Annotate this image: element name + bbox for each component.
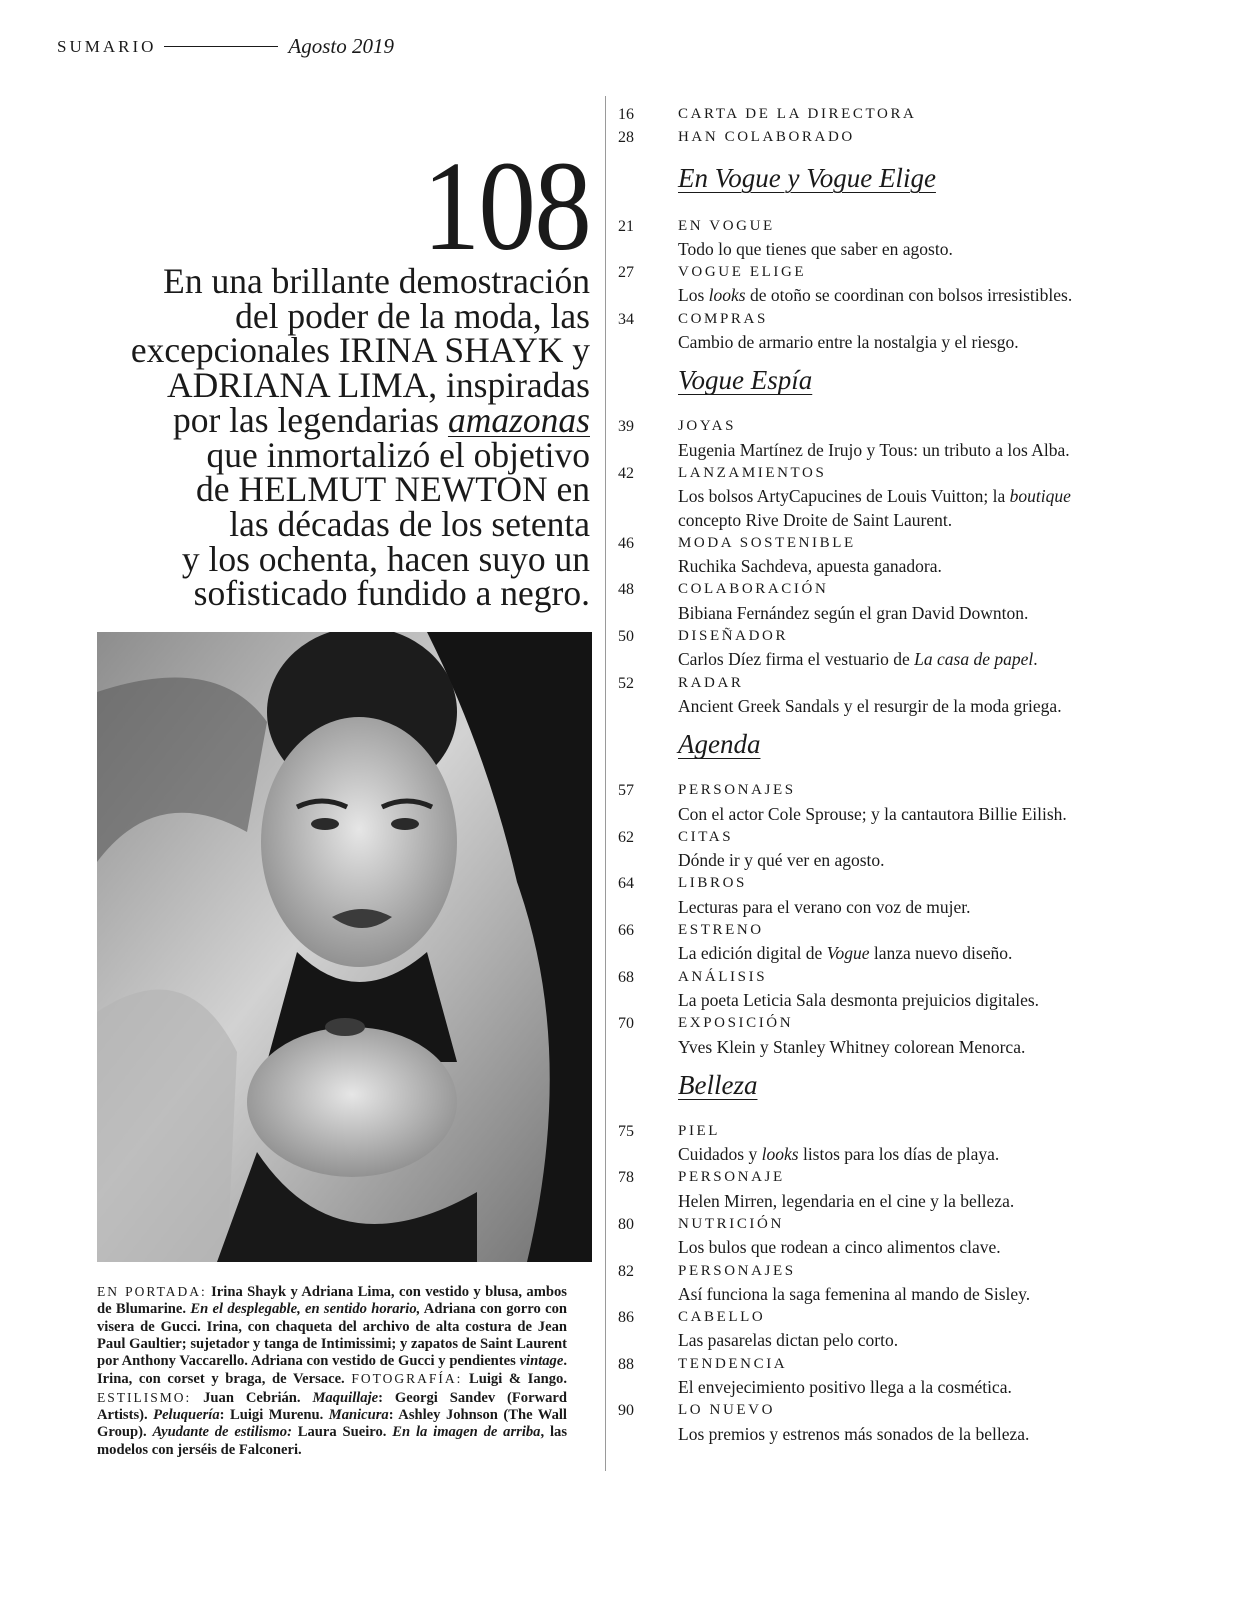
toc-entry[interactable] [618, 1166, 1158, 1213]
toc-page: 66 [618, 922, 634, 940]
caption-text: Laura Sueiro. [291, 1424, 393, 1441]
toc-entry[interactable] [618, 919, 1158, 966]
headline-line: las décadas de los setenta [229, 503, 590, 544]
caption-text: : Georgi Sandev (Forward Artists). [97, 1389, 567, 1424]
toc-entry[interactable] [618, 1260, 1158, 1307]
toc-entry[interactable] [618, 126, 1158, 149]
cover-caption [97, 1283, 567, 1459]
toc-title: DISEÑADOR [678, 628, 789, 645]
toc-page: 27 [618, 264, 634, 282]
feature-page-number[interactable]: 108 [422, 135, 590, 277]
toc-description: Así funciona la saga femenina al mando de Sisley. [678, 1283, 1031, 1304]
toc-page: 68 [618, 968, 634, 986]
desc-italic: boutique [1009, 486, 1071, 507]
toc-entry[interactable] [618, 826, 1158, 873]
toc-page: 82 [618, 1262, 634, 1280]
header-rule [164, 46, 278, 47]
toc-description [678, 485, 1158, 532]
desc-italic: looks [708, 285, 746, 306]
toc-entry[interactable] [618, 1012, 1158, 1059]
toc-entry[interactable] [618, 1120, 1158, 1167]
toc-page: 64 [618, 875, 634, 893]
desc-part: lanza nuevo diseño. [869, 943, 1013, 964]
desc-part: de otoño se coordinan con bolsos irresistibles. [745, 285, 1073, 306]
toc-entry[interactable] [618, 215, 1158, 262]
toc-entry[interactable] [618, 261, 1158, 308]
toc-page: 21 [618, 217, 634, 235]
toc-description: Eugenia Martínez de Irujo y Tous: un tributo a los Alba. [678, 439, 1070, 460]
toc-page: 34 [618, 310, 634, 328]
desc-part: La edición digital de [678, 943, 827, 964]
headline-line: del poder de la moda, las [235, 295, 590, 336]
caption-italic: vintage [519, 1353, 564, 1370]
caption-text: Juan Cebrián. [191, 1389, 313, 1406]
toc-title: VOGUE ELIGE [678, 264, 807, 281]
desc-part: listos para los días de playa. [798, 1144, 1000, 1165]
toc-entry[interactable] [618, 415, 1158, 462]
toc-page: 70 [618, 1015, 634, 1033]
toc-title: ESTRENO [678, 922, 764, 939]
section-label: SUMARIO [57, 36, 157, 56]
section-heading[interactable]: Belleza [678, 1069, 758, 1100]
toc-page: 48 [618, 581, 634, 599]
headline-line: que inmortalizó el objetivo [206, 434, 590, 475]
desc-part: Los [678, 285, 709, 306]
desc-part: . [1033, 649, 1038, 670]
toc-page: 75 [618, 1122, 634, 1140]
desc-part: Cuidados y [678, 1144, 762, 1165]
toc-page: 86 [618, 1309, 634, 1327]
toc-page: 62 [618, 828, 634, 846]
toc-page: 28 [618, 129, 634, 147]
toc-title: CITAS [678, 828, 734, 845]
desc-italic: Vogue [826, 943, 870, 964]
caption-italic: En el desplegable, en sentido horario, [190, 1301, 421, 1318]
cover-photo [97, 632, 592, 1262]
caption-text: Luigi & Iango. [462, 1371, 567, 1388]
toc-entry[interactable] [618, 1353, 1158, 1400]
headline-line: excepcionales IRINA SHAYK y [130, 330, 590, 371]
caption-text: Irina Shayk y Adriana Lima, con vestido y blusa, ambos de Blumarine. [97, 1284, 567, 1318]
toc-title: PIEL [678, 1122, 721, 1139]
toc-title: MODA SOSTENIBLE [678, 534, 856, 551]
toc-page: 39 [618, 418, 634, 436]
toc-title: PERSONAJES [678, 1262, 796, 1279]
headline-line: sofisticado fundido a negro. [193, 573, 590, 614]
headline-line: por las legendarias [172, 399, 440, 440]
toc-page: 50 [618, 628, 634, 646]
section-heading[interactable]: En Vogue y Vogue Elige [678, 162, 936, 193]
toc-description: Los bulos que rodean a cinco alimentos clave. [678, 1237, 1001, 1258]
page-header [57, 34, 394, 59]
headline-line: y los ochenta, hacen suyo un [181, 538, 590, 579]
desc-italic: La casa de papel [914, 649, 1034, 670]
table-of-contents [618, 103, 1158, 1446]
toc-entry[interactable] [618, 462, 1158, 532]
toc-description [678, 1143, 1158, 1166]
toc-entry[interactable] [618, 1213, 1158, 1260]
section-heading[interactable]: Vogue Espía [678, 365, 813, 396]
caption-italic: Maquillaje [312, 1389, 379, 1406]
toc-description: Ancient Greek Sandals y el resurgir de la moda griega. [678, 695, 1062, 716]
toc-page: 52 [618, 674, 634, 692]
toc-entry[interactable] [618, 308, 1158, 355]
toc-description: Yves Klein y Stanley Whitney colorean Menorca. [678, 1036, 1026, 1057]
toc-entry[interactable] [618, 779, 1158, 826]
toc-description: Dónde ir y qué ver en agosto. [678, 850, 885, 871]
toc-description [678, 648, 1158, 671]
toc-title: PERSONAJES [678, 782, 796, 799]
toc-page: 90 [618, 1402, 634, 1420]
column-divider [605, 96, 606, 1471]
desc-part: concepto Rive Droite de Saint Laurent. [678, 509, 953, 530]
toc-page: 88 [618, 1355, 634, 1373]
caption-italic: Ayudante de estilismo: [152, 1424, 292, 1441]
caption-label: FOTOGRAFÍA: [351, 1371, 463, 1387]
caption-text: : Ashley Johnson (The Wall Group). [97, 1407, 567, 1441]
toc-description: Bibiana Fernández según el gran David Downton. [678, 602, 1029, 623]
toc-page: 78 [618, 1169, 634, 1187]
headline-emphasis: amazonas [447, 399, 590, 440]
headline-line: En una brillante demostración [163, 261, 590, 301]
toc-page: 80 [618, 1215, 634, 1233]
toc-description [678, 284, 1158, 307]
toc-title: PERSONAJE [678, 1169, 785, 1186]
toc-entry[interactable] [618, 1399, 1158, 1446]
toc-entry[interactable] [618, 532, 1158, 579]
toc-title: COMPRAS [678, 310, 768, 327]
toc-entry[interactable] [618, 103, 1158, 126]
toc-title: JOYAS [678, 418, 737, 435]
desc-part: Los bolsos ArtyCapucines de Louis Vuitton; la [678, 486, 1010, 507]
desc-part: Carlos Díez firma el vestuario de [678, 649, 915, 670]
toc-title: TENDENCIA [678, 1355, 788, 1372]
toc-description: Helen Mirren, legendaria en el cine y la belleza. [678, 1190, 1015, 1211]
toc-entry[interactable] [618, 872, 1158, 919]
toc-description: La poeta Leticia Sala desmonta prejuicios digitales. [678, 989, 1040, 1010]
caption-italic: En la imagen de arriba [392, 1424, 541, 1441]
toc-description: Cambio de armario entre la nostalgia y el riesgo. [678, 332, 1019, 353]
toc-description: Los premios y estrenos más sonados de la belleza. [678, 1423, 1030, 1444]
toc-title: ANÁLISIS [678, 968, 768, 985]
toc-entry[interactable] [618, 1306, 1158, 1353]
toc-entry[interactable] [618, 672, 1158, 719]
toc-description: Las pasarelas dictan pelo corto. [678, 1330, 899, 1351]
toc-title: EXPOSICIÓN [678, 1015, 794, 1032]
toc-title: EN VOGUE [678, 217, 775, 234]
toc-description: Lecturas para el verano con voz de mujer. [678, 896, 971, 917]
toc-title: RADAR [678, 674, 744, 691]
toc-title: CABELLO [678, 1309, 766, 1326]
toc-title: NUTRICIÓN [678, 1215, 784, 1232]
toc-title: LO NUEVO [678, 1402, 776, 1419]
caption-text: : Luigi Murenu. [219, 1407, 329, 1424]
toc-title: COLABORACIÓN [678, 581, 829, 598]
toc-page: 57 [618, 782, 634, 800]
toc-title: CARTA DE LA DIRECTORA [678, 106, 917, 122]
toc-entry[interactable] [618, 578, 1158, 625]
caption-text: . Irina, con corset y braga, de Versace. [97, 1353, 567, 1388]
feature-headline [70, 261, 590, 614]
toc-entry[interactable] [618, 625, 1158, 672]
desc-italic: looks [761, 1144, 799, 1165]
toc-description: Todo lo que tienes que saber en agosto. [678, 238, 953, 259]
toc-title: HAN COLABORADO [678, 129, 855, 146]
toc-title: LANZAMIENTOS [678, 464, 827, 481]
caption-italic: Peluquería [153, 1407, 220, 1424]
headline-line: ADRIANA LIMA, inspiradas [166, 365, 590, 406]
toc-title: LIBROS [678, 875, 747, 892]
issue-date: Agosto 2019 [288, 34, 394, 58]
caption-text: , las modelos con jerséis de Falconeri. [97, 1424, 567, 1458]
caption-text: Adriana con gorro con visera de Gucci. Irina, con chaqueta del archivo de alta costura de Jean Paul Gaultier; sujetador y tanga de Intimissimi; y zapatos de Saint Laurent por Anthony Vaccarello. Adriana con vestido de Gucci y pendientes [97, 1301, 567, 1370]
toc-description: El envejecimiento positivo llega a la cosmética. [678, 1377, 1012, 1398]
toc-page: 46 [618, 534, 634, 552]
toc-page: 42 [618, 464, 634, 482]
toc-description [678, 942, 1158, 965]
toc-entry[interactable] [618, 966, 1158, 1013]
toc-description: Ruchika Sachdeva, apuesta ganadora. [678, 556, 942, 577]
caption-label: EN PORTADA: [97, 1284, 207, 1299]
headline-line: de HELMUT NEWTON en [195, 469, 590, 510]
caption-italic: Manicura [328, 1407, 389, 1424]
caption-label: ESTILISMO: [97, 1389, 192, 1405]
section-heading[interactable]: Agenda [678, 729, 761, 760]
toc-page: 16 [618, 106, 634, 123]
toc-description: Con el actor Cole Sprouse; y la cantautora Billie Eilish. [678, 803, 1067, 824]
